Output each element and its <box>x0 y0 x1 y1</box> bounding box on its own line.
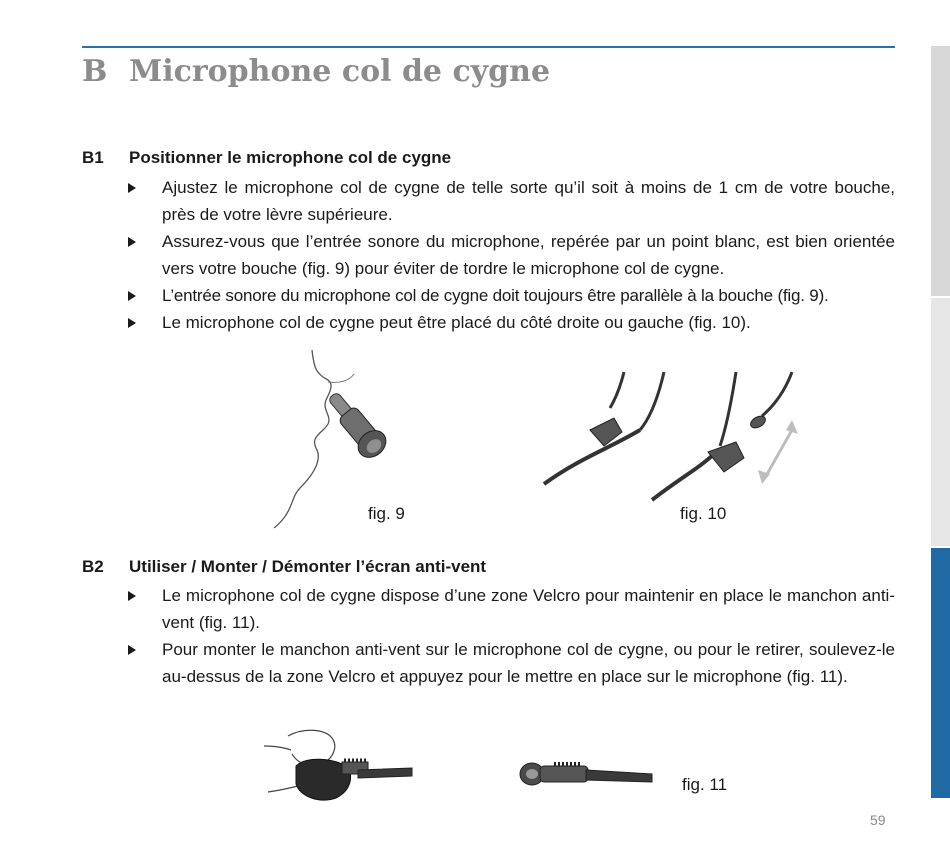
page-number: 59 <box>870 812 886 828</box>
bullet-arrow-icon <box>128 318 136 328</box>
figure-11-microphone-illustration <box>518 756 654 794</box>
fig-11-caption: fig. 11 <box>682 775 728 794</box>
bullet-arrow-icon <box>128 291 136 301</box>
bullet-list-b1 <box>128 174 895 336</box>
bullet-text: Le microphone col de cygne peut être placé du côté droite ou gauche (fig. 10). <box>162 313 751 332</box>
bullet-text: Assurez-vous que l’entrée sonore du microphone, repérée par un point blanc, est bien orientée vers votre bouche (fig. 9) pour éviter de tordre le microphone col de cygne. <box>162 232 895 278</box>
section-heading-b1 <box>82 148 451 168</box>
list-item <box>128 282 895 309</box>
side-tab-active <box>931 548 950 798</box>
section-number: B1 <box>82 148 104 167</box>
section-title: Positionner le microphone col de cygne <box>129 148 452 167</box>
chapter-title <box>82 54 550 89</box>
side-tab-2 <box>931 298 950 546</box>
list-item <box>128 228 895 282</box>
section-heading-b2 <box>82 557 486 577</box>
bullet-arrow-icon <box>128 591 136 601</box>
fig-9-caption: fig. 9 <box>368 504 405 523</box>
list-item <box>128 309 895 336</box>
top-rule <box>82 46 895 48</box>
figure-11-hand-illustration <box>262 726 414 806</box>
chapter-letter: B <box>82 54 108 89</box>
fig-10-caption: fig. 10 <box>680 504 727 523</box>
bullet-arrow-icon <box>128 183 136 193</box>
list-item <box>128 582 895 636</box>
section-title: Utiliser / Monter / Démonter l’écran anti-vent <box>129 557 487 576</box>
bullet-text: L’entrée sonore du microphone col de cygne doit toujours être parallèle à la bouche (fig. 9). <box>162 286 829 305</box>
bullet-text: Le microphone col de cygne dispose d’une zone Velcro pour maintenir en place le manchon anti-vent (fig. 11). <box>162 586 895 632</box>
chapter-title-text: Microphone col de cygne <box>129 54 551 89</box>
side-tabs <box>931 46 950 798</box>
bullet-list-b2 <box>128 582 895 690</box>
figure-10-illustration <box>540 368 802 502</box>
list-item <box>128 636 895 690</box>
bullet-arrow-icon <box>128 645 136 655</box>
side-tab-1 <box>931 46 950 296</box>
bullet-text: Pour monter le manchon anti-vent sur le microphone col de cygne, ou pour le retirer, soulevez-le au-dessus de la zone Velcro et appuyez pour le mettre en place sur le microphone (fig. 11). <box>162 640 895 686</box>
bullet-arrow-icon <box>128 237 136 247</box>
list-item <box>128 174 895 228</box>
bullet-text: Ajustez le microphone col de cygne de telle sorte qu’il soit à moins de 1 cm de votre bouche, près de votre lèvre supérieure. <box>162 178 895 224</box>
section-number: B2 <box>82 557 104 576</box>
